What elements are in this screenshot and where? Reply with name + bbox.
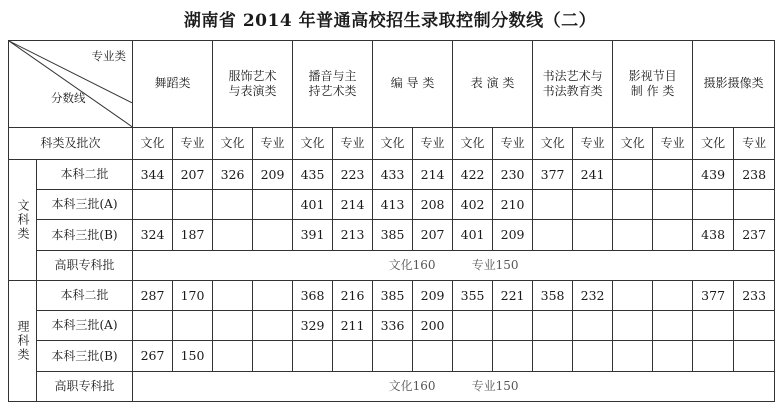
- batch-label: 本科二批: [37, 280, 133, 310]
- table-row-vocational: [9, 250, 775, 280]
- batch-label: 本科三批(B): [37, 341, 133, 371]
- score-table: [8, 40, 775, 402]
- score-cell: 438: [693, 220, 734, 250]
- score-cell: [613, 220, 653, 250]
- score-cell: 435: [293, 159, 333, 189]
- score-cell: [213, 280, 253, 310]
- score-cell: 377: [533, 159, 573, 189]
- score-cell: 433: [373, 159, 413, 189]
- score-cell: 209: [413, 280, 453, 310]
- corner-header-cell: [9, 41, 133, 128]
- header-row-subjects: [9, 127, 775, 159]
- score-cell: [253, 280, 293, 310]
- score-cell: [373, 341, 413, 371]
- score-cell: [693, 311, 734, 341]
- batch-label: 本科三批(A): [37, 311, 133, 341]
- vocational-major-score: 专业150: [471, 257, 519, 272]
- score-cell: 230: [493, 159, 533, 189]
- score-cell: 214: [413, 159, 453, 189]
- score-cell: 401: [293, 190, 333, 220]
- score-cell: 213: [333, 220, 373, 250]
- subhead-culture-2: 文化: [293, 127, 333, 159]
- score-cell: [493, 341, 533, 371]
- score-cell: 324: [133, 220, 173, 250]
- score-cell: [133, 311, 173, 341]
- score-cell: [493, 311, 533, 341]
- score-cell: [653, 311, 693, 341]
- score-cell: [653, 220, 693, 250]
- score-cell: [533, 220, 573, 250]
- subhead-major-7: 专业: [734, 127, 775, 159]
- score-cell: [293, 341, 333, 371]
- header-row-majors: [9, 41, 775, 128]
- score-cell: 241: [573, 159, 613, 189]
- score-cell: [533, 341, 573, 371]
- score-cell: [653, 190, 693, 220]
- table-row: [9, 341, 775, 371]
- table-row: [9, 280, 775, 310]
- table-row-vocational: [9, 371, 775, 401]
- score-cell: [253, 341, 293, 371]
- score-cell: 413: [373, 190, 413, 220]
- score-cell: [133, 190, 173, 220]
- page-title: 湖南省 2014 年普通高校招生录取控制分数线（二）: [183, 11, 597, 31]
- score-cell: 237: [734, 220, 775, 250]
- score-cell: 336: [373, 311, 413, 341]
- subhead-culture-4: 文化: [453, 127, 493, 159]
- score-cell: 209: [493, 220, 533, 250]
- batch-label: 本科二批: [37, 159, 133, 189]
- score-cell: 402: [453, 190, 493, 220]
- corner-major-type: 专业类: [91, 49, 126, 63]
- major-header-photography: 摄影摄像类: [693, 41, 775, 128]
- score-cell: [173, 190, 213, 220]
- score-cell: 287: [133, 280, 173, 310]
- score-cell: [213, 341, 253, 371]
- score-cell: [573, 190, 613, 220]
- vocational-culture-score: 文化160: [388, 378, 436, 393]
- score-cell: 150: [173, 341, 213, 371]
- subhead-culture-3: 文化: [373, 127, 413, 159]
- table-row: [9, 190, 775, 220]
- section-label: 理科类: [9, 280, 37, 401]
- major-header-directing: 编 导 类: [373, 41, 453, 128]
- category-batch-header: 科类及批次: [9, 127, 133, 159]
- score-cell: [213, 311, 253, 341]
- score-cell: [253, 190, 293, 220]
- batch-label: 本科三批(A): [37, 190, 133, 220]
- subhead-major-6: 专业: [653, 127, 693, 159]
- score-cell: 187: [173, 220, 213, 250]
- score-cell: [734, 190, 775, 220]
- subhead-major-2: 专业: [333, 127, 373, 159]
- score-cell: [533, 311, 573, 341]
- score-cell: [533, 190, 573, 220]
- major-header-dance: 舞蹈类: [133, 41, 213, 128]
- score-cell: 170: [173, 280, 213, 310]
- score-cell: 391: [293, 220, 333, 250]
- score-cell: 267: [133, 341, 173, 371]
- score-cell: 207: [173, 159, 213, 189]
- score-cell: 211: [333, 311, 373, 341]
- subhead-major-3: 专业: [413, 127, 453, 159]
- score-cell: [213, 220, 253, 250]
- score-cell: 216: [333, 280, 373, 310]
- score-cell: [413, 341, 453, 371]
- score-cell: 329: [293, 311, 333, 341]
- subhead-major-0: 专业: [173, 127, 213, 159]
- subhead-culture-6: 文化: [613, 127, 653, 159]
- score-cell: 208: [413, 190, 453, 220]
- score-cell: [573, 341, 613, 371]
- score-cell: 344: [133, 159, 173, 189]
- score-cell: 385: [373, 220, 413, 250]
- subhead-culture-1: 文化: [213, 127, 253, 159]
- score-cell: [213, 190, 253, 220]
- vocational-culture-score: 文化160: [388, 257, 436, 272]
- major-header-film-production: 影视节目 制 作 类: [613, 41, 693, 128]
- corner-score-line: 分数线: [51, 91, 86, 105]
- score-cell: [613, 311, 653, 341]
- score-cell: 358: [533, 280, 573, 310]
- score-cell: [653, 341, 693, 371]
- vocational-scores: [133, 250, 775, 280]
- score-cell: 439: [693, 159, 734, 189]
- score-cell: [253, 311, 293, 341]
- table-row: [9, 311, 775, 341]
- batch-label: 高职专科批: [37, 371, 133, 401]
- score-cell: 377: [693, 280, 734, 310]
- score-cell: [333, 341, 373, 371]
- score-cell: [173, 311, 213, 341]
- vocational-major-score: 专业150: [471, 378, 519, 393]
- subhead-culture-7: 文化: [693, 127, 734, 159]
- score-cell: [613, 190, 653, 220]
- score-cell: 210: [493, 190, 533, 220]
- score-cell: 326: [213, 159, 253, 189]
- major-header-calligraphy: 书法艺术与 书法教育类: [533, 41, 613, 128]
- score-cell: 214: [333, 190, 373, 220]
- score-cell: 209: [253, 159, 293, 189]
- table-row: [9, 159, 775, 189]
- score-cell: 385: [373, 280, 413, 310]
- score-cell: [613, 280, 653, 310]
- vocational-scores: [133, 371, 775, 401]
- score-cell: [693, 341, 734, 371]
- major-header-broadcasting: 播音与主 持艺术类: [293, 41, 373, 128]
- subhead-major-1: 专业: [253, 127, 293, 159]
- score-cell: 368: [293, 280, 333, 310]
- batch-label: 本科三批(B): [37, 220, 133, 250]
- score-cell: 207: [413, 220, 453, 250]
- section-label: 文科类: [9, 159, 37, 280]
- batch-label: 高职专科批: [37, 250, 133, 280]
- score-cell: 223: [333, 159, 373, 189]
- score-cell: 355: [453, 280, 493, 310]
- table-row: [9, 220, 775, 250]
- score-cell: 238: [734, 159, 775, 189]
- score-cell: [613, 159, 653, 189]
- score-cell: [734, 311, 775, 341]
- score-cell: [734, 341, 775, 371]
- score-cell: [453, 311, 493, 341]
- score-cell: [453, 341, 493, 371]
- subhead-culture-0: 文化: [133, 127, 173, 159]
- score-cell: 200: [413, 311, 453, 341]
- subhead-culture-5: 文化: [533, 127, 573, 159]
- score-cell: 221: [493, 280, 533, 310]
- score-cell: [693, 190, 734, 220]
- score-cell: [653, 280, 693, 310]
- score-cell: 233: [734, 280, 775, 310]
- major-header-costume: 服饰艺术 与表演类: [213, 41, 293, 128]
- score-cell: [653, 159, 693, 189]
- score-cell: [253, 220, 293, 250]
- subhead-major-4: 专业: [493, 127, 533, 159]
- subhead-major-5: 专业: [573, 127, 613, 159]
- score-cell: [573, 220, 613, 250]
- score-cell: 232: [573, 280, 613, 310]
- score-cell: [573, 311, 613, 341]
- score-cell: 401: [453, 220, 493, 250]
- major-header-performance: 表 演 类: [453, 41, 533, 128]
- score-cell: 422: [453, 159, 493, 189]
- score-cell: [613, 341, 653, 371]
